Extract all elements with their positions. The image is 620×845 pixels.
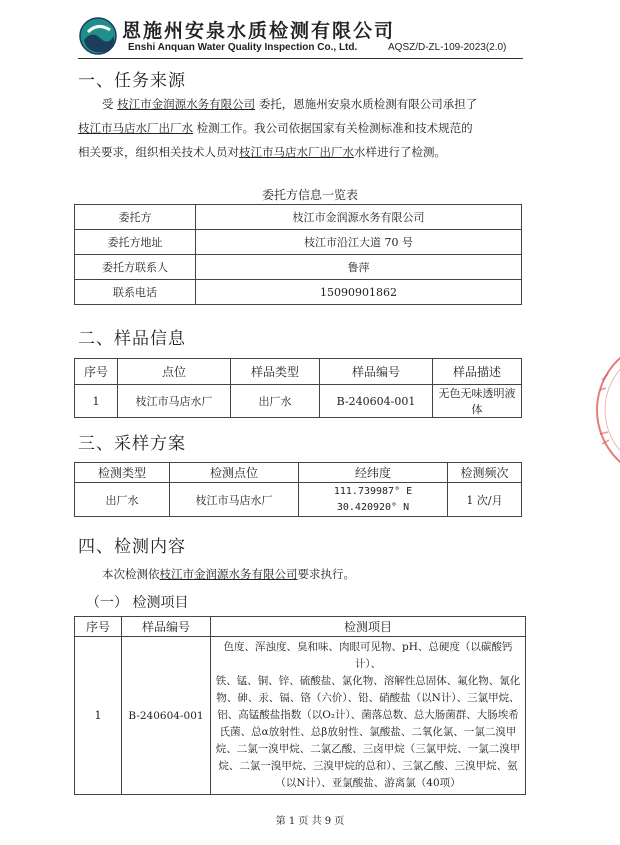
project-name: 枝江市马店水厂出厂水: [78, 121, 193, 135]
header-sample-no: 样品编号: [320, 359, 433, 385]
document-number: AQSZ/D-ZL-109-2023(2.0): [388, 42, 507, 53]
test-content-paragraph: 本次检测依枝江市金润源水务有限公司要求执行。: [102, 567, 355, 581]
items-line: 烷、二氯一溴甲烷、三溴甲烷的总和）、三氯乙酸、三溴甲烷、氨: [218, 760, 518, 772]
company-logo-icon: [78, 16, 118, 56]
latitude: 30.420920° N: [336, 501, 410, 513]
client-table-caption: 委托方信息一览表: [261, 188, 358, 202]
cell-coordinates: [299, 483, 448, 517]
company-name-cn: 恩施州安泉水质检测有限公司: [122, 20, 396, 42]
contact-label: 委托方联系人: [75, 255, 196, 280]
section-title-sample-info: 二、样品信息: [78, 329, 186, 349]
cell-no: 1: [75, 385, 118, 418]
header-test-site: 检测点位: [170, 463, 299, 483]
subsection-title-test-items: （一） 检测项目: [86, 595, 189, 611]
phone-label: 联系电话: [75, 280, 196, 305]
header-frequency: 检测频次: [448, 463, 522, 483]
items-line: 色度、浑浊度、臭和味、肉眼可见物、pH、总硬度（以碳酸钙计）、: [223, 641, 513, 670]
company-name-en: Enshi Anquan Water Quality Inspection Co., Ltd.: [128, 42, 358, 53]
cell-frequency: 1 次/月: [448, 483, 522, 517]
cell-items-no: 1: [75, 637, 122, 795]
header-no: 序号: [75, 359, 118, 385]
section-title-sampling-plan: 三、采样方案: [78, 434, 186, 454]
client-label: 委托方: [75, 205, 196, 230]
header-items: 检测项目: [211, 617, 526, 637]
page-footer: 第 1 页 共 9 页: [275, 816, 345, 827]
header-test-type: 检测类型: [75, 463, 170, 483]
section-title-test-content: 四、检测内容: [78, 537, 186, 557]
items-line: 铁、锰、铜、锌、硫酸盐、氯化物、溶解性总固体、氟化物、氰化: [215, 675, 521, 687]
sampling-plan-table: [74, 462, 522, 517]
client-info-table: [74, 204, 522, 305]
cell-sample-type: 出厂水: [231, 385, 320, 418]
header-coordinates: 经纬度: [299, 463, 448, 483]
test-items-table: [74, 616, 526, 795]
longitude: 111.739987° E: [333, 485, 413, 497]
report-header: [78, 14, 598, 62]
address-value: 枝江市沿江大道 70 号: [196, 230, 522, 255]
client-value: 枝江市金润源水务有限公司: [196, 205, 522, 230]
items-line: 烷、二氯一溴甲烷、二氯乙酸、三卤甲烷（三氯甲烷、一氯二溴甲: [215, 743, 521, 755]
header-divider: [78, 58, 523, 59]
header-sample-desc: 样品描述: [433, 359, 522, 385]
header-site: 点位: [118, 359, 231, 385]
section-title-task-source: 一、任务来源: [78, 71, 186, 91]
header-sample-type: 样品类型: [231, 359, 320, 385]
sample-info-table: [74, 358, 522, 418]
phone-value: 15090901862: [196, 280, 522, 305]
sample-target: 枝江市马店水厂出厂水: [239, 145, 354, 159]
cell-test-type: 出厂水: [75, 483, 170, 517]
official-seal-icon: [592, 330, 620, 490]
header-items-no: 序号: [75, 617, 122, 637]
cell-sample-no: B-240604-001: [320, 385, 433, 418]
cell-site: 枝江市马店水厂: [118, 385, 231, 418]
items-line: 铝、高锰酸盐指数（以O₂计）、菌落总数、总大肠菌群、大肠埃希: [217, 709, 519, 721]
client-name-2: 枝江市金润源水务有限公司: [159, 567, 298, 581]
contact-value: 鲁萍: [196, 255, 522, 280]
header-items-sample-no: 样品编号: [122, 617, 211, 637]
cell-sample-desc: 无色无味透明液体: [433, 385, 522, 418]
client-name: 枝江市金润源水务有限公司: [117, 97, 256, 111]
cell-test-site: 枝江市马店水厂: [170, 483, 299, 517]
address-label: 委托方地址: [75, 230, 196, 255]
items-line: （以N计）、亚氯酸盐、游离氯（40项）: [275, 777, 461, 789]
task-source-paragraph: 受 枝江市金润源水务有限公司 委托，恩施州安泉水质检测有限公司承担了 枝江市马店水厂出厂水 检测工作。我公司依据国家有关检测标准和技术规范的 相关要求，组织相关技术人员对枝江市马店水厂出厂水水样进行了检测。: [78, 97, 478, 159]
items-line: 氏菌、总α放射性、总β放射性、氯酸盐、二氧化氯、一氯二溴甲: [219, 726, 517, 738]
items-line: 物、砷、汞、镉、铬（六价）、铅、硝酸盐（以N计）、三氯甲烷、: [216, 692, 520, 704]
cell-items-sample-no: B-240604-001: [122, 637, 211, 795]
cell-test-items: [211, 637, 526, 795]
